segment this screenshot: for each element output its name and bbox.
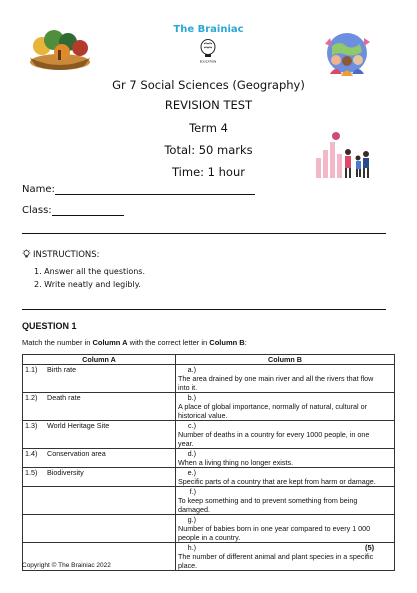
class-line[interactable] bbox=[52, 205, 124, 216]
table-row bbox=[23, 449, 395, 468]
item-term: World Heritage Site bbox=[47, 421, 110, 430]
marks-total: (5) bbox=[365, 543, 375, 552]
option-definition: The number of different animal and plant species in a specific place. bbox=[178, 552, 374, 570]
option-letter: b.) bbox=[187, 393, 196, 402]
option-definition: Number of babies born in one year compared to every 1 000 people in a country. bbox=[178, 524, 371, 542]
total-marks: Total: 50 marks bbox=[164, 143, 253, 157]
instructions-heading-text: INSTRUCTIONS: bbox=[33, 250, 100, 260]
table-row bbox=[23, 365, 395, 393]
column-a-cell bbox=[23, 515, 176, 543]
option-letter: e.) bbox=[187, 468, 196, 477]
time-allowed: Time: 1 hour bbox=[172, 165, 245, 179]
option-letter: d.) bbox=[187, 449, 196, 458]
divider bbox=[22, 233, 386, 234]
divider bbox=[22, 309, 386, 310]
item-number: 1.2) bbox=[25, 393, 38, 402]
column-a-cell bbox=[23, 421, 176, 449]
option-definition: To keep something and to prevent something from being damaged. bbox=[178, 496, 358, 514]
table-body bbox=[23, 365, 395, 571]
column-a-header: Column A bbox=[23, 355, 176, 365]
question-title: QUESTION 1 bbox=[22, 321, 77, 331]
subject-title: Gr 7 Social Sciences (Geography) bbox=[112, 78, 305, 92]
column-b-cell bbox=[176, 543, 395, 571]
question-intro: Match the number in Column A with the correct letter in Column B: bbox=[22, 338, 247, 347]
item-number: 1.4) bbox=[25, 449, 38, 458]
item-number: 1.5) bbox=[25, 468, 38, 477]
item-number: 1.1) bbox=[25, 365, 38, 374]
column-a-cell bbox=[23, 449, 176, 468]
column-b-cell bbox=[176, 515, 395, 543]
globe-tree-illustration bbox=[24, 28, 96, 72]
column-a-cell bbox=[23, 365, 176, 393]
item-term: Biodiversity bbox=[47, 468, 84, 477]
term-label: Term 4 bbox=[189, 121, 228, 135]
logo-caption: EDUCATION bbox=[199, 59, 217, 64]
column-a-cell bbox=[23, 487, 176, 515]
option-definition: A place of global importance, normally of natural, cultural or historical value. bbox=[178, 402, 367, 420]
people-globe-illustration bbox=[322, 30, 372, 76]
option-letter: g.) bbox=[187, 515, 196, 524]
option-letter: c.) bbox=[188, 421, 196, 430]
table-row bbox=[23, 468, 395, 487]
table-row bbox=[23, 393, 395, 421]
family-chart-illustration bbox=[312, 130, 370, 182]
option-letter: f.) bbox=[189, 487, 196, 496]
table-row bbox=[23, 515, 395, 543]
item-term: Death rate bbox=[47, 393, 81, 402]
brand-title: The Brainiac bbox=[173, 24, 244, 35]
column-b-cell bbox=[176, 421, 395, 449]
column-b-cell bbox=[176, 365, 395, 393]
column-b-cell bbox=[176, 468, 395, 487]
option-definition: The area drained by one main river and all the rivers that flow into it. bbox=[178, 374, 374, 392]
class-label: Class: bbox=[22, 205, 52, 216]
brain-lightbulb-logo bbox=[197, 38, 219, 64]
instructions-heading bbox=[22, 249, 100, 260]
item-number: 1.3) bbox=[25, 421, 38, 430]
column-b-header: Column B bbox=[176, 355, 395, 365]
lightbulb-icon bbox=[22, 249, 31, 259]
instruction-item: 2. Write neatly and legibly. bbox=[34, 280, 141, 289]
copyright: Copyright © The Brainiac 2022 bbox=[22, 562, 111, 569]
option-definition: When a living thing no longer exists. bbox=[178, 458, 294, 467]
instruction-item: 1. Answer all the questions. bbox=[34, 267, 146, 276]
column-a-cell bbox=[23, 468, 176, 487]
table-row bbox=[23, 487, 395, 515]
class-field[interactable] bbox=[22, 205, 124, 216]
name-line[interactable] bbox=[55, 184, 255, 195]
option-definition: Number of deaths in a country for every 1000 people, in one year. bbox=[178, 430, 370, 448]
column-a-cell bbox=[23, 393, 176, 421]
option-definition: Specific parts of a country that are kept from harm or damage. bbox=[178, 477, 376, 486]
name-label: Name: bbox=[22, 184, 55, 195]
column-b-cell bbox=[176, 449, 395, 468]
item-term: Birth rate bbox=[47, 365, 77, 374]
name-field[interactable] bbox=[22, 184, 255, 195]
matching-table bbox=[22, 354, 395, 571]
column-b-cell bbox=[176, 393, 395, 421]
table-row bbox=[23, 421, 395, 449]
option-letter: a.) bbox=[187, 365, 196, 374]
column-b-cell bbox=[176, 487, 395, 515]
item-term: Conservation area bbox=[47, 449, 106, 458]
table-header-row bbox=[23, 355, 395, 365]
test-type: REVISION TEST bbox=[164, 98, 253, 112]
option-letter: h.) bbox=[187, 543, 196, 552]
